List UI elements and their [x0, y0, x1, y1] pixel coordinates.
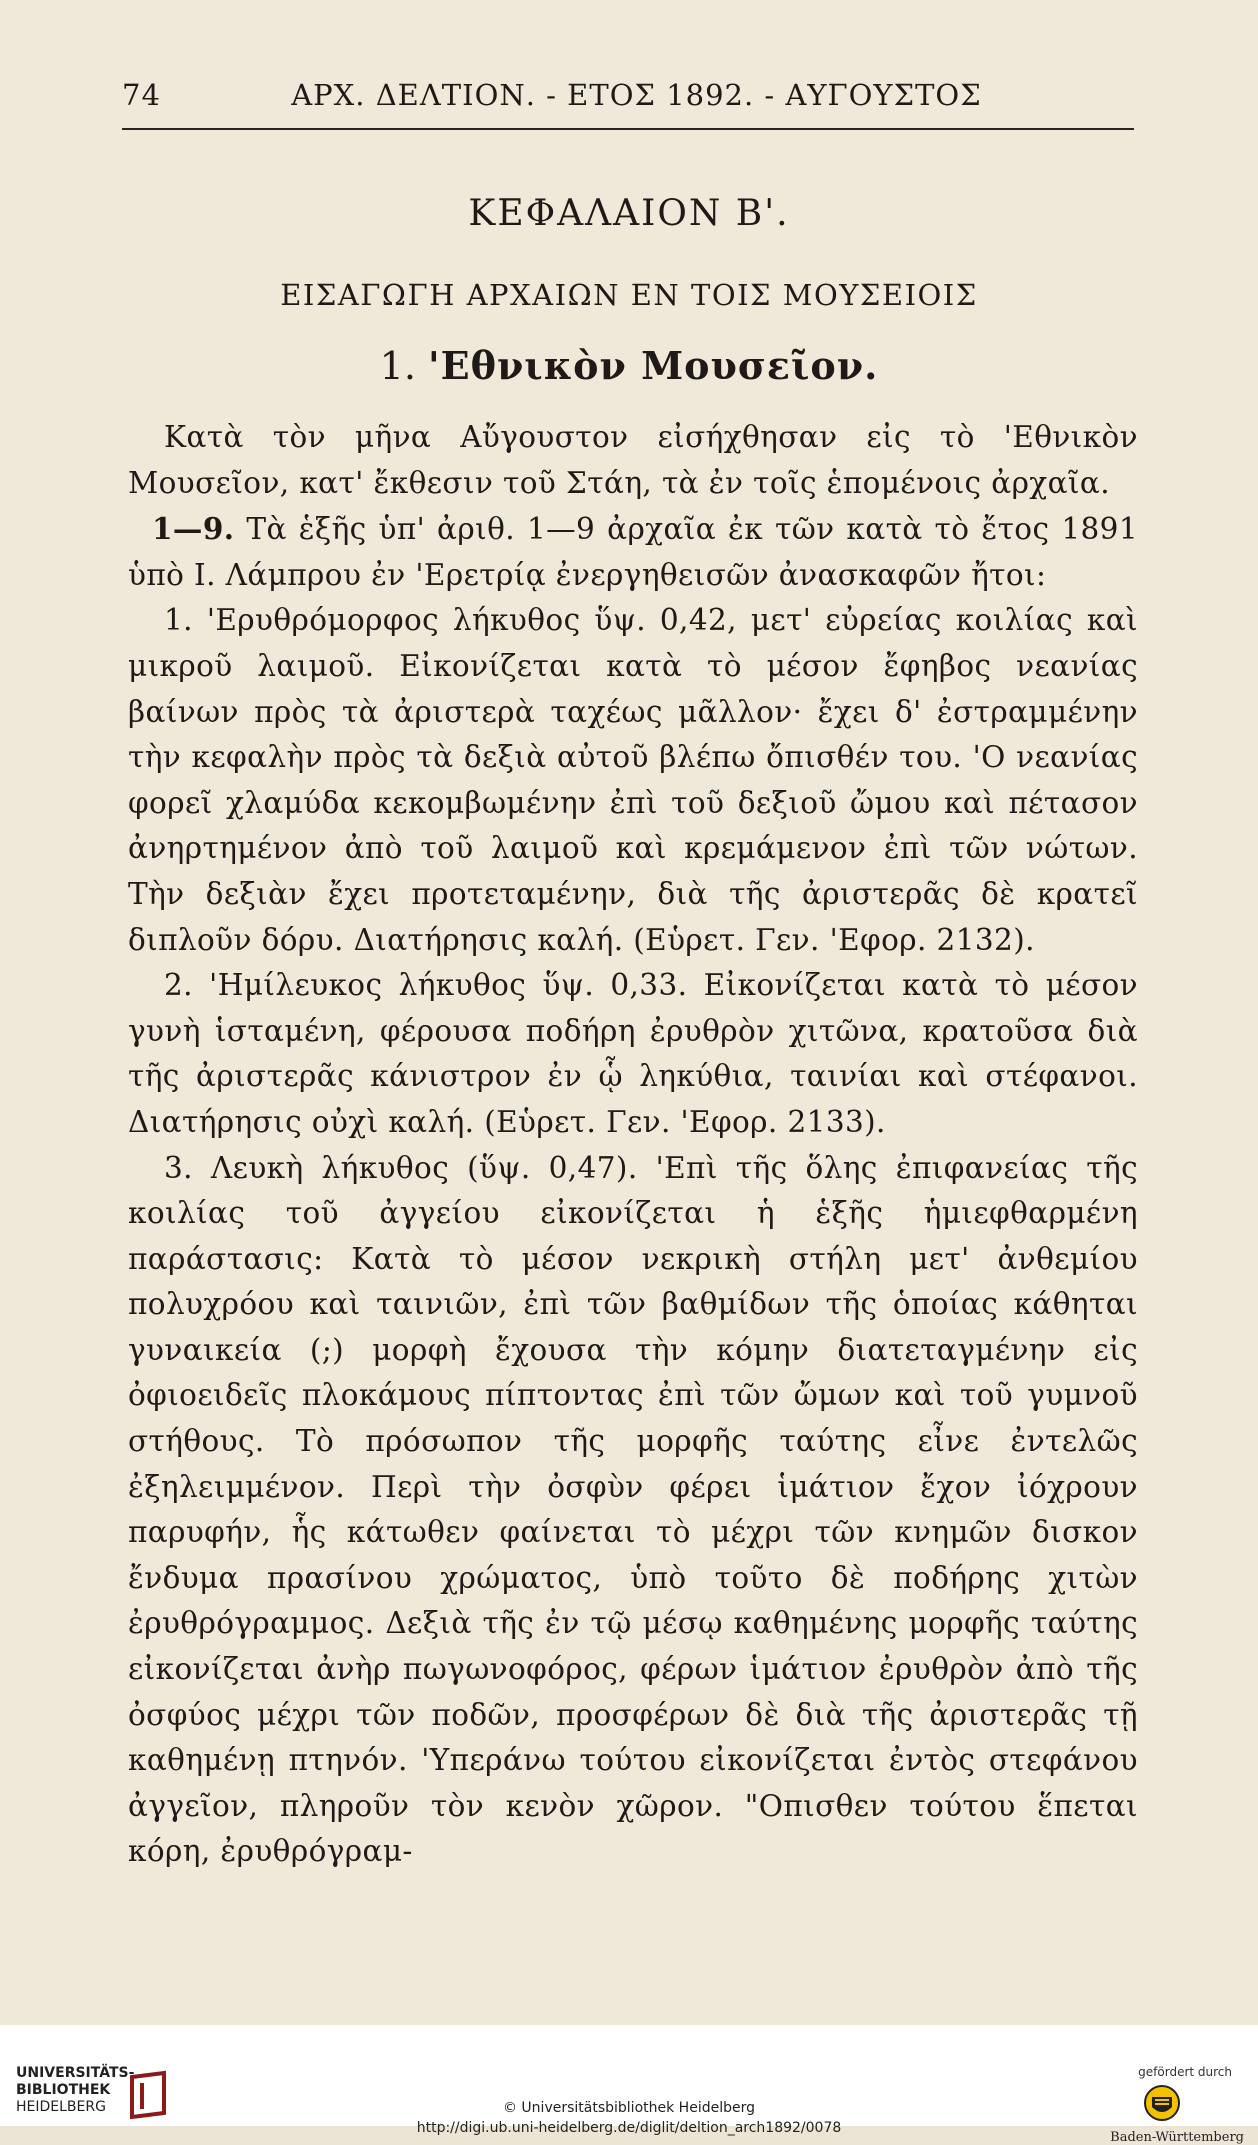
item-2-paragraph: 2. 'Ημίλευκος λήκυθος ὕψ. 0,33. Εἰκονίζεται κατὰ τὸ μέσον γυνὴ ἱσταμένη, φέρουσα ποδήρη ἐρυθρὸν χιτῶνα, κρατοῦσα διὰ τῆς ἀριστερᾶς κάνιστρον ἐν ᾧ ληκύθια, ταινίαι καὶ στέφανοι. Διατήρησις οὐχὶ καλή. (Εὑρετ. Γεν. 'Εφορ. 2133).	[128, 968, 1138, 1139]
funded-by-label: gefördert durch	[1138, 2065, 1232, 2079]
body-text	[128, 415, 1138, 1875]
intro-paragraph: Κατὰ τὸν μῆνα Αὔγουστον εἰσήχθησαν εἰς τὸ 'Εθνικὸν Μουσεῖον, κατ' ἔκθεσιν τοῦ Στάη, τὰ ἐν τοῖς ἑπομένοις ἀρχαῖα.	[128, 420, 1138, 500]
running-header	[122, 78, 1132, 112]
items-intro-paragraph	[128, 506, 1138, 598]
source-url[interactable]: http://digi.ub.uni-heidelberg.de/diglit/deltion_arch1892/0078	[416, 2120, 842, 2136]
page-number: 74	[122, 78, 161, 112]
museum-heading	[0, 343, 1258, 388]
chapter-heading: ΚΕΦΑΛΑΙΟΝ Β'.	[468, 193, 790, 234]
copyright-notice: © Universitätsbibliothek Heidelberg	[502, 2100, 755, 2116]
state-seal-icon	[1142, 2083, 1182, 2123]
digitization-footer	[0, 2025, 1258, 2145]
library-name: UNIVERSITÄTS- BIBLIOTHEK HEIDELBERG	[16, 2065, 135, 2115]
header-rule	[122, 128, 1134, 130]
running-title: ΑΡΧ. ΔΕΛΤΙΟΝ. - ΕΤΟΣ 1892. - ΑΥΓΟΥΣΤΟΣ	[291, 78, 982, 112]
museum-number: 1.	[379, 344, 416, 388]
state-name: Baden-Württemberg	[1110, 2130, 1244, 2145]
item-1-paragraph: 1. 'Ερυθρόμορφος λήκυθος ὕψ. 0,42, μετ' εὐρείας κοιλίας καὶ μικροῦ λαιμοῦ. Εἰκονίζεται κατὰ τὸ μέσον ἔφηβος νεανίας βαίνων πρὸς τὰ ἀριστερὰ ταχέως μᾶλλον· ἔχει δ' ἐστραμμένην τὴν κεφαλὴν πρὸς τὰ δεξιὰ αὐτοῦ βλέπω ὄπισθέν του. 'Ο νεανίας φορεῖ χλαμύδα κεκομβωμένην ἐπὶ τοῦ δεξιοῦ ὤμου καὶ πέτασον ἀνηρτημένον ἀπὸ τοῦ λαιμοῦ καὶ κρεμάμενον ἐπὶ τῶν νώτων. Τὴν δεξιὰν ἔχει προτεταμένην, διὰ τῆς ἀριστερᾶς δὲ κρατεῖ διπλοῦν δόρυ. Διατήρησις καλή. (Εὑρετ. Γεν. 'Εφορ. 2132).	[128, 603, 1138, 957]
item-3-paragraph: 3. Λευκὴ λήκυθος (ὕψ. 0,47). 'Επὶ τῆς ὅλης ἐπιφανείας τῆς κοιλίας τοῦ ἀγγείου εἰκονίζεται ἡ ἑξῆς ἡμιεφθαρμένη παράστασις: Κατὰ τὸ μέσον νεκρικὴ στήλη μετ' ἀνθεμίου πολυχρόου καὶ ταινιῶν, ἐπὶ τῶν βαθμίδων τῆς ὁποίας κάθηται γυναικεία (;) μορφὴ ἔχουσα τὴν κόμην διατεταγμένην εἰς ὀφιοειδεῖς πλοκάμους πίπτοντας ἐπὶ τῶν ὤμων καὶ τοῦ γυμνοῦ στήθους. Τὸ πρόσωπον τῆς μορφῆς ταύτης εἶνε ἐντελῶς ἐξηλειμμένον. Περὶ τὴν ὀσφὺν φέρει ἱμάτιον ἔχον ἰόχρουν παρυφήν, ἧς κάτωθεν φαίνεται τὸ μέχρι τῶν κνημῶν δισκον ἔνδυμα πρασίνου χρώματος, ὑπὸ τοῦτο δὲ ποδήρης χιτὼν ἐρυθρόγραμμος. Δεξιὰ τῆς ἐν τῷ μέσῳ καθημένης μορφῆς ταύτης εἰκονίζεται ἀνὴρ πωγωνοφόρος, φέρων ἱμάτιον ἐρυθρὸν ἀπὸ τῆς ὀσφύος μέχρι τῶν ποδῶν, προσφέρων δὲ διὰ τῆς ἀριστερᾶς τῇ καθημένῃ πτηνόν. 'Υπεράνω τούτου εἰκονίζεται ἐντὸς στεφάνου ἀγγεῖον, πληροῦν τὸν κενὸν χῶρον. "Οπισθεν τούτου ἕπεται κόρη, ἐρυθρόγραμ-	[128, 1150, 1138, 1869]
section-heading: ΕΙΣΑΓΩΓΗ ΑΡΧΑΙΩΝ ΕΝ ΤΟΙΣ ΜΟΥΣΕΙΟΙΣ	[280, 278, 978, 312]
item-range-label: 1—9.	[152, 511, 235, 547]
items-intro-text: Τὰ ἑξῆς ὑπ' ἀριθ. 1—9 ἀρχαῖα ἐκ τῶν κατὰ τὸ ἔτος 1891 ὑπὸ Ι. Λάμπρου ἐν 'Ερετρίᾳ ἐνεργηθεισῶν ἀνασκαφῶν ἤτοι:	[128, 512, 1138, 592]
museum-name: 'Εθνικὸν Μουσεῖον.	[428, 343, 879, 388]
